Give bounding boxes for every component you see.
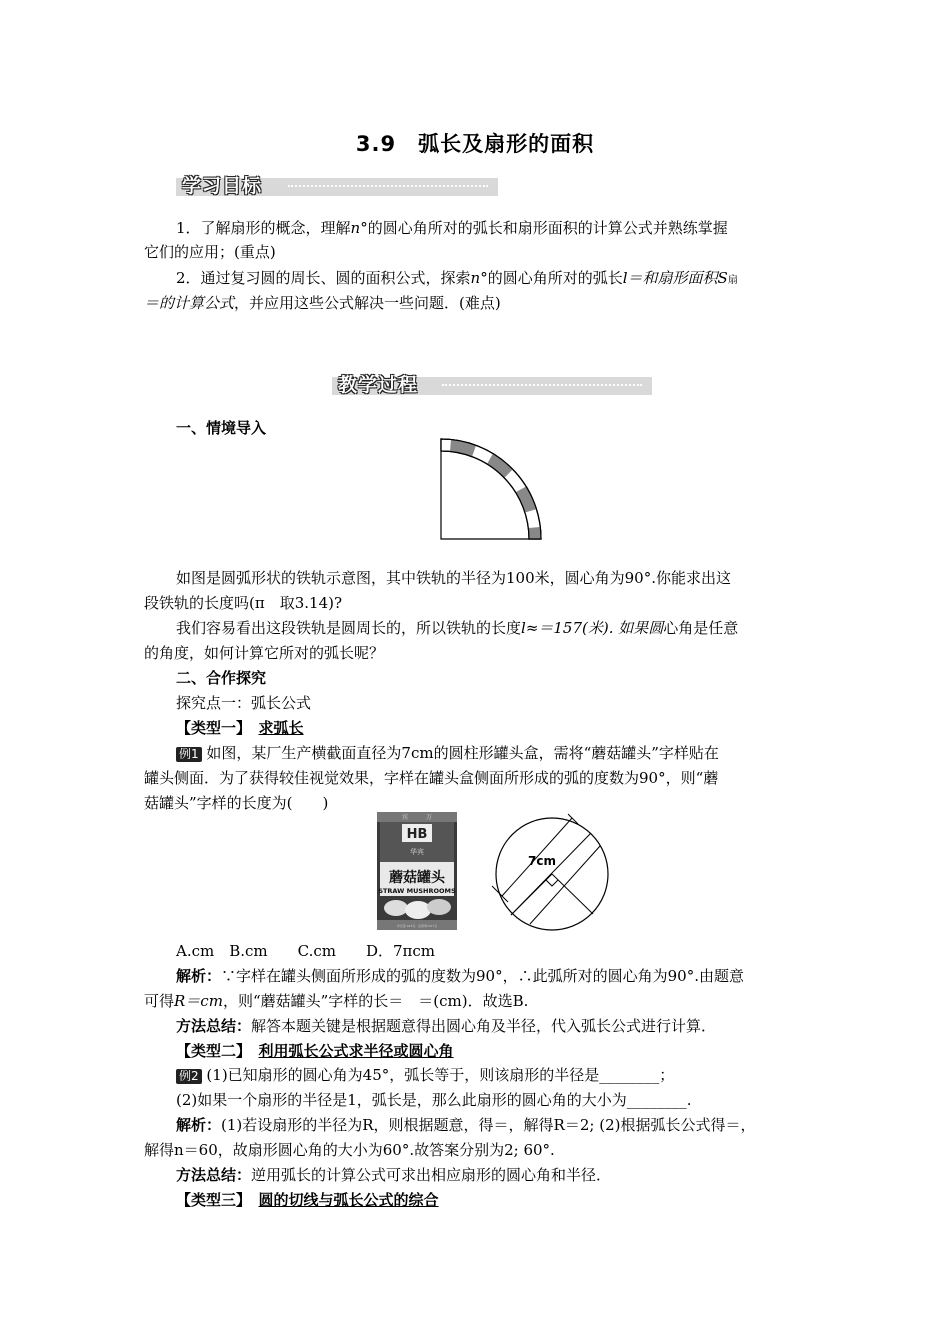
page-title: 3.9 弧长及扇形的面积 bbox=[355, 132, 595, 156]
objectives-banner-label: 学习目标 bbox=[182, 175, 263, 197]
diameter-label: 7cm bbox=[528, 854, 556, 868]
mushroom-can-image bbox=[376, 810, 458, 932]
can-chinese-label: 蘑菇罐头 bbox=[389, 870, 445, 886]
can-brand-text: 华宾 bbox=[410, 848, 424, 856]
objective-2-line-2: ＝的计算公式，并应用这些公式解决一些问题．(难点) bbox=[144, 294, 501, 312]
process-banner-label: 教学过程 bbox=[338, 374, 419, 396]
method-summary-2: 方法总结：逆用弧长的计算公式可求出相应扇形的圆心角和半径． bbox=[176, 1166, 612, 1184]
example-1-line-3: 菇罐头”字样的长度为( ) bbox=[144, 794, 329, 812]
type-3-heading: 【类型三】 圆的切线与弧长公式的综合 bbox=[176, 1191, 439, 1209]
objective-1-line-2: 它们的应用；(重点) bbox=[144, 243, 276, 261]
objectives-banner bbox=[176, 175, 498, 197]
railway-arc-figure bbox=[438, 436, 546, 542]
example-2-solution-line-1: 解析：(1)若设扇形的半径为R，则根据题意，得＝，解得R＝2; (2)根据弧长公式得＝， bbox=[176, 1116, 756, 1134]
type-1-heading: 【类型一】 求弧长 bbox=[176, 719, 304, 737]
banner-dots bbox=[288, 185, 488, 187]
can-english-label: STRAW MUSHROOMS bbox=[378, 887, 456, 895]
intro-paragraph-2-line-1: 我们容易看出这段铁轨是圆周长的，所以铁轨的长度l≈＝157(米). 如果圆心角是任意 bbox=[176, 619, 739, 637]
example-1-solution-line-1: 解析：∵字样在罐头侧面所形成的弧的度数为90°，∴此弧所对的圆心角为90°.由题意 bbox=[176, 967, 744, 985]
svg-text:HB: HB bbox=[406, 827, 428, 842]
section-2-heading: 二、合作探究 bbox=[176, 669, 267, 687]
can-top-text: 宾 万 bbox=[401, 814, 433, 821]
example-1-badge: 例1 bbox=[176, 747, 202, 762]
example-1-line-2: 罐头侧面．为了获得较佳视觉效果，字样在罐头盒侧面所形成的弧的度数为90°，则“蘑 bbox=[144, 769, 719, 787]
example-2-solution-line-2: 解得n＝60，故扇形圆心角的大小为60°.故答案分别为2; 60°. bbox=[144, 1141, 555, 1159]
section-1-heading: 一、情境导入 bbox=[176, 419, 267, 437]
intro-paragraph-1-line-1: 如图是圆弧形状的铁轨示意图，其中铁轨的半径为100米，圆心角为90°.你能求出这 bbox=[176, 569, 731, 587]
example-2-line-2: (2)如果一个扇形的半径是1，弧长是，那么此扇形的圆心角的大小为________. bbox=[176, 1091, 692, 1109]
intro-paragraph-2-line-2: 的角度，如何计算它所对的弧长呢？ bbox=[144, 644, 385, 662]
explore-point-1: 探究点一：弧长公式 bbox=[176, 694, 312, 712]
process-banner bbox=[332, 374, 652, 396]
example-2-badge: 例2 bbox=[176, 1069, 202, 1084]
objective-2-line-1: 2．通过复习圆的周长、圆的面积公式，探索n°的圆心角所对的弧长l＝和扇形面积S扇 bbox=[176, 269, 738, 287]
intro-paragraph-1-line-2: 段铁轨的长度吗(π 取3.14)? bbox=[144, 594, 343, 612]
example-1-solution-line-2: 可得R＝cm，则“蘑菇罐头”字样的长＝ ＝(cm)．故选B. bbox=[144, 992, 529, 1010]
objective-1-line-1: 1．了解扇形的概念，理解n°的圆心角所对的弧长和扇形面积的计算公式并熟练掌握 bbox=[176, 219, 728, 237]
can-small-print: 净含量:425克 固形物:227克 bbox=[396, 924, 438, 928]
type-2-heading: 【类型二】 利用弧长公式求半径或圆心角 bbox=[176, 1042, 454, 1060]
method-summary-1: 方法总结：解答本题关键是根据题意得出圆心角及半径，代入弧长公式进行计算． bbox=[176, 1017, 717, 1035]
example-2-line-1: 例2 (1)已知扇形的圆心角为45°，弧长等于，则该扇形的半径是________； bbox=[176, 1063, 674, 1087]
example-1-line-1: 例1 如图，某厂生产横截面直径为7cm的圆柱形罐头盒，需将“蘑菇罐头”字样贴在 bbox=[176, 741, 719, 765]
can-cross-section-diagram bbox=[488, 810, 618, 938]
example-1-options: A.cm B.cm C.cm D．7πcm bbox=[176, 942, 436, 960]
banner-dots bbox=[442, 384, 642, 386]
